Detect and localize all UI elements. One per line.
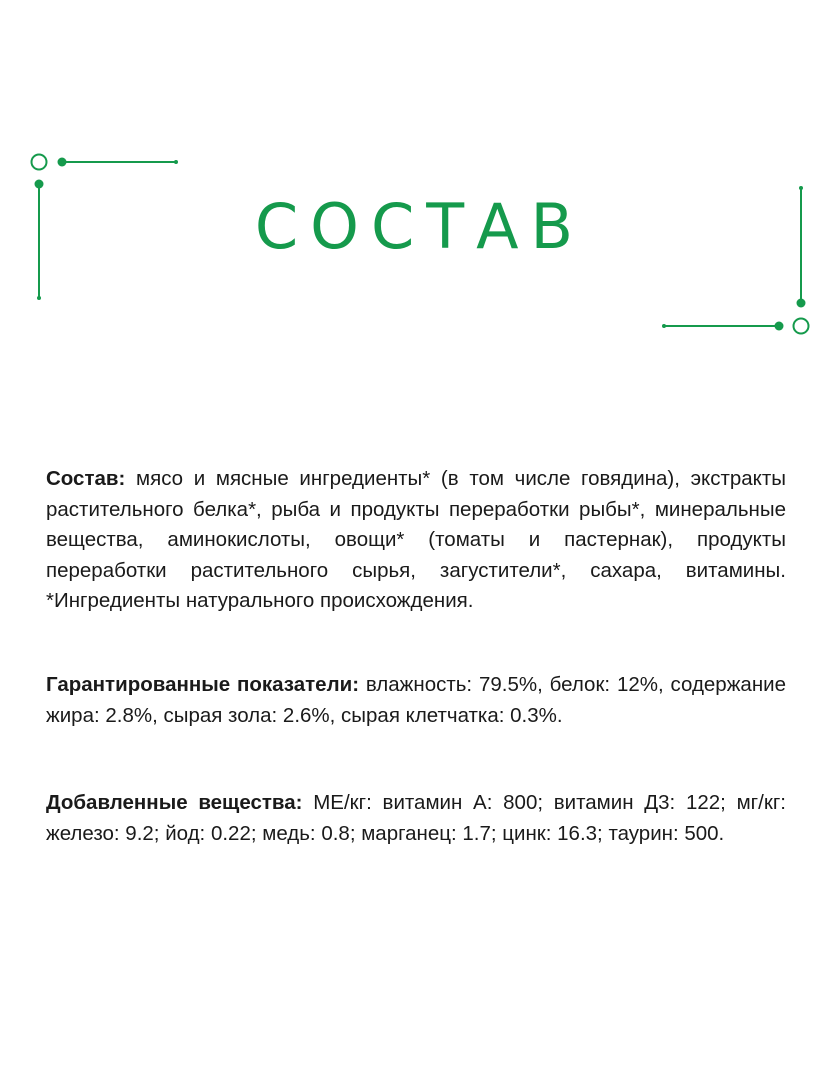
ring-icon: [794, 319, 809, 334]
additives-paragraph: [46, 788, 786, 849]
dot-icon: [174, 160, 178, 164]
composition-paragraph: [46, 464, 786, 617]
page-title: СОСТАВ: [254, 190, 586, 263]
additives-label: Добавленные вещества:: [46, 791, 303, 814]
guaranteed-analysis-paragraph: [46, 670, 786, 731]
dot-icon: [37, 296, 41, 300]
additives-text: МЕ/кг: витамин А: 800; витамин Д3: 122; мг/кг: железо: 9.2; йод: 0.22; медь: 0.8; марганец: 1.7; цинк: 16.3; таурин: 500.: [46, 791, 786, 845]
guaranteed-analysis-text: влажность: 79.5%, белок: 12%, содержание жира: 2.8%, сырая зола: 2.6%, сырая клетчатка: 0.3%.: [46, 673, 786, 727]
dot-icon: [775, 322, 784, 331]
guaranteed-analysis-label: Гарантированные показатели:: [46, 673, 360, 696]
ring-icon: [32, 155, 47, 170]
composition-text: мясо и мясные ингредиенты* (в том числе говядина), экстракты растительного белка*, рыба и продукты переработки рыбы*, минеральные вещества, аминокислоты, овощи* (томаты и пастернак), продукты переработки растительного сырья, загустители*, сахара, витамины. *Ингредиенты натурального происхождения.: [46, 467, 786, 612]
dot-icon: [797, 299, 806, 308]
composition-label: Состав:: [46, 467, 126, 490]
